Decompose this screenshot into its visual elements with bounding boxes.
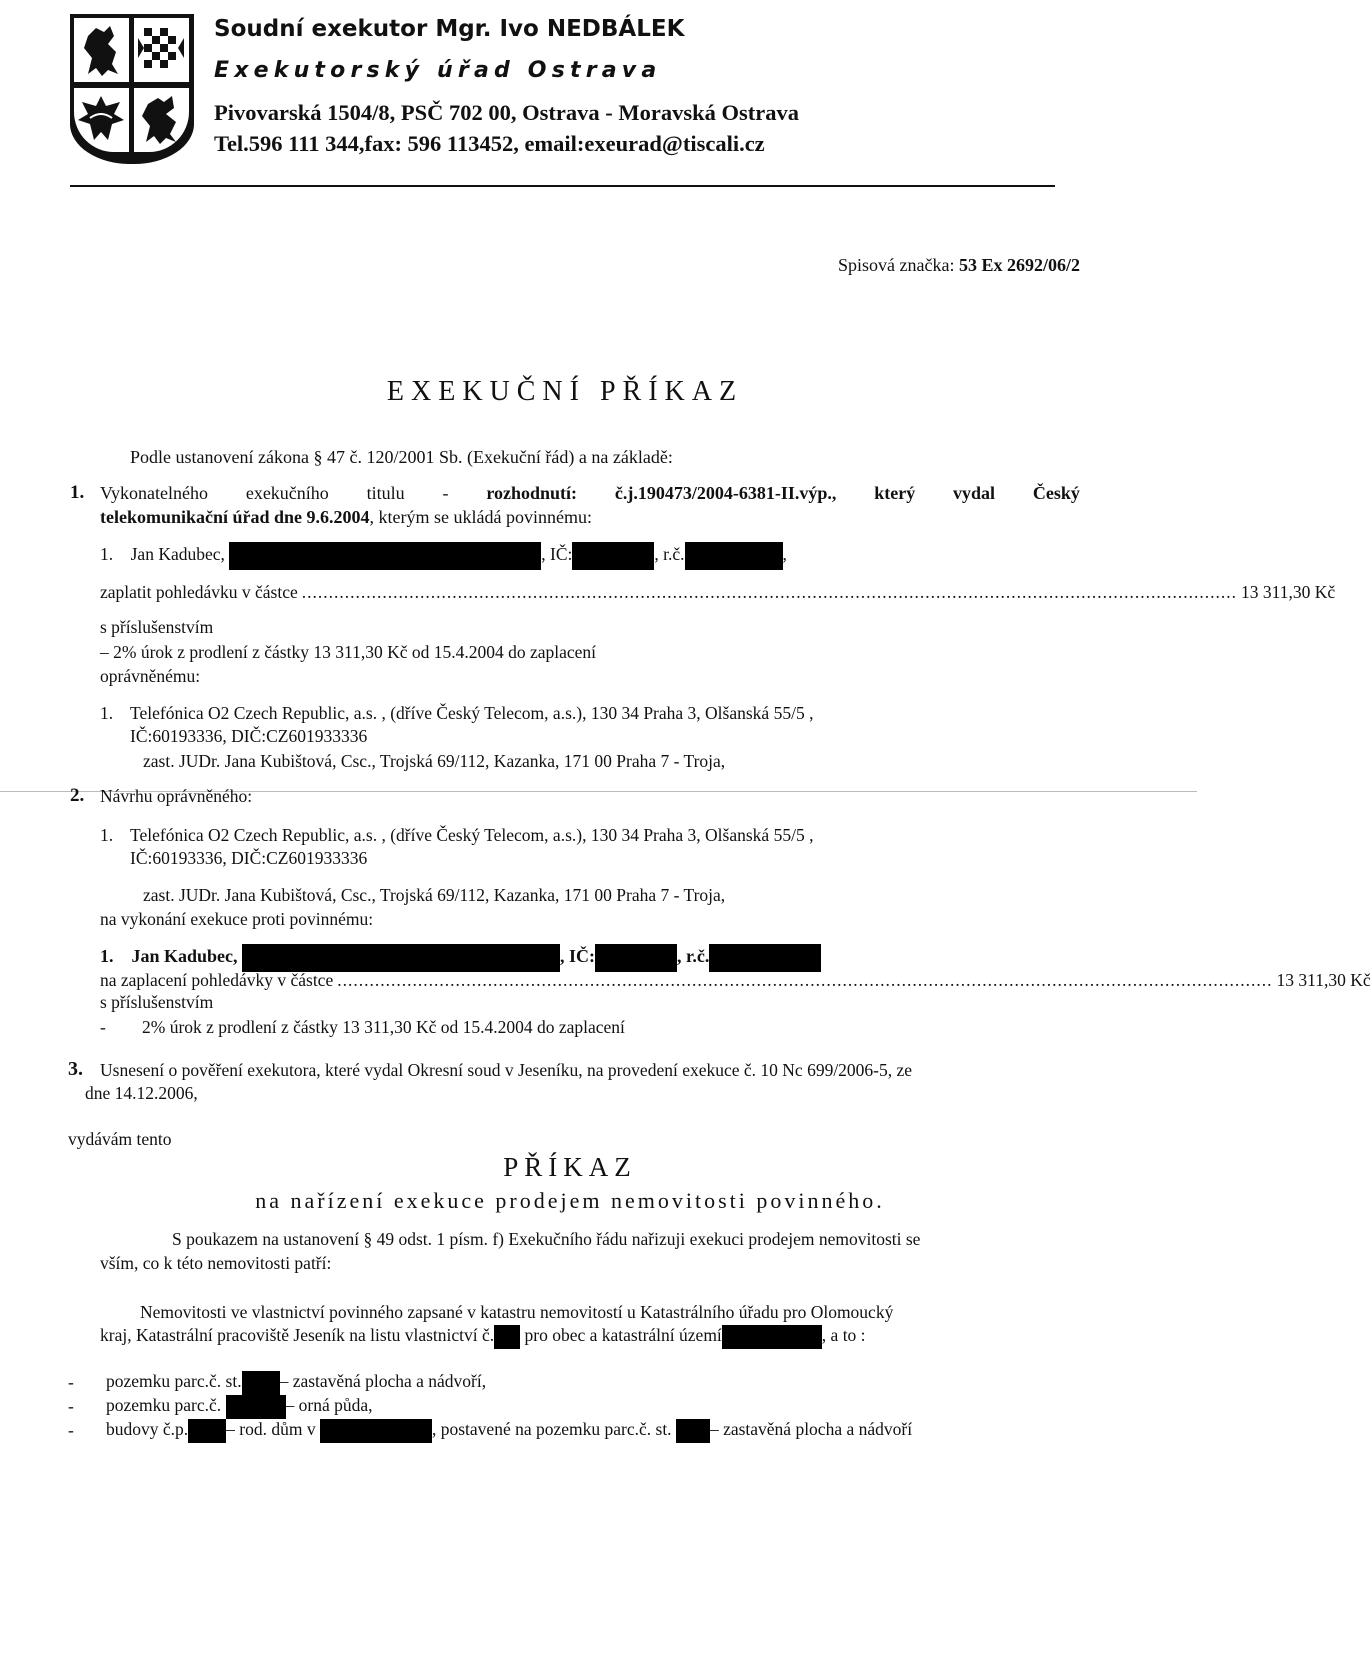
office-address: Pivovarská 1504/8, PSČ 702 00, Ostrava - Moravská Ostrava bbox=[214, 100, 799, 125]
s1-creditor-label: oprávněnému: bbox=[100, 666, 201, 686]
s1-word: vydal bbox=[953, 483, 996, 503]
section-2-number: 2. bbox=[70, 785, 85, 806]
item-3-text-c: , postavené na pozemku parc.č. st. bbox=[431, 1419, 672, 1440]
item-2-text-b: – orná půda, bbox=[285, 1395, 373, 1416]
silesian-eagle-icon bbox=[74, 88, 129, 152]
s2-debtor-name: Jan Kadubec, bbox=[131, 946, 238, 967]
s2-interest-dash: - bbox=[100, 1017, 106, 1037]
s2-debtor-line bbox=[100, 944, 821, 972]
file-reference bbox=[838, 255, 1080, 276]
s1-debtor-number: 1. bbox=[100, 544, 114, 565]
redaction-block bbox=[685, 542, 783, 570]
order-p2-line1: Nemovitosti ve vlastnictví povinného zapsané v katastru nemovitostí u Katastrálního úřadu pro Olomoucký bbox=[140, 1302, 894, 1322]
item-3 bbox=[106, 1419, 912, 1443]
s1-interest: – 2% úrok z prodlení z částky 13 311,30 Kč od 15.4.2004 do zaplacení bbox=[100, 642, 597, 662]
s2-creditor-line1: Telefónica O2 Czech Republic, a.s. , (dříve Český Telecom, a.s.), 130 34 Praha 3, Olšanská 55/5 , bbox=[130, 825, 814, 845]
order-p2-line2 bbox=[100, 1325, 866, 1349]
s2-rc-label: , r.č. bbox=[677, 946, 710, 967]
item-1 bbox=[106, 1371, 486, 1395]
s1-debtor-line bbox=[100, 542, 787, 570]
office-name: Exekutorský úřad Ostrava bbox=[214, 58, 662, 83]
s1-comma: , bbox=[782, 544, 787, 565]
section-1-line2 bbox=[100, 507, 592, 528]
s1-pay-label: zaplatit pohledávku v částce bbox=[100, 582, 298, 602]
s2-amount-line: na zaplacení pohledávky v částce .............................................................................................................................................................................. 13 311,30 Kč bbox=[100, 970, 1371, 990]
bohemian-lion-icon bbox=[74, 18, 129, 82]
s1-word: rozhodnutí: bbox=[486, 483, 578, 503]
redaction-block bbox=[229, 542, 541, 570]
s1-word: exekučního bbox=[245, 483, 329, 503]
s3-line1: Usnesení o pověření exekutora, které vydal Okresní soud v Jeseníku, na provedení exekuce č. 10 Nc 699/2006-5, ze bbox=[100, 1060, 913, 1080]
section-1-line1 bbox=[100, 483, 1080, 504]
item-3-text-b: – rod. dům v bbox=[226, 1419, 316, 1440]
s1-line2-rest: , kterým se ukládá povinnému: bbox=[369, 507, 592, 527]
item-3-text-a: budovy č.p. bbox=[106, 1419, 189, 1440]
redaction-block bbox=[709, 944, 821, 972]
item-2 bbox=[106, 1395, 373, 1419]
s1-amount-line: zaplatit pohledávku v částce .............................................................................................................................................................................. 13 311,30 Kč bbox=[100, 582, 1336, 602]
item-3-bullet: - bbox=[68, 1420, 74, 1440]
item-2-bullet: - bbox=[68, 1396, 74, 1416]
file-reference-label: Spisová značka: bbox=[838, 255, 955, 275]
office-contact: Tel.596 111 344,fax: 596 113452, email:exeurad@tiscali.cz bbox=[214, 131, 765, 156]
coat-of-arms-logo bbox=[70, 14, 194, 164]
moravian-eagle-icon bbox=[134, 18, 189, 82]
s2-creditor-number: 1. bbox=[100, 825, 114, 845]
s2-interest: 2% úrok z prodlení z částky 13 311,30 Kč od 15.4.2004 do zaplacení bbox=[142, 1017, 625, 1037]
item-3-text-d: – zastavěná plocha a nádvoří bbox=[709, 1419, 913, 1440]
s2-ic-label: , IČ: bbox=[560, 946, 596, 967]
section-1-number: 1. bbox=[70, 482, 85, 503]
section-2-label: Návrhu oprávněného: bbox=[100, 786, 253, 806]
file-reference-value: 53 Ex 2692/06/2 bbox=[958, 255, 1080, 275]
s2-pay-label: na zaplacení pohledávky v částce bbox=[100, 970, 334, 990]
s1-amount: 13 311,30 Kč bbox=[1241, 582, 1336, 602]
item-1-text-b: – zastavěná plocha a nádvoří, bbox=[279, 1371, 487, 1392]
redaction-block bbox=[226, 1395, 286, 1419]
redaction-block bbox=[676, 1419, 710, 1443]
document-title: EXEKUČNÍ PŘÍKAZ bbox=[386, 376, 744, 407]
order-p2-text-a: kraj, Katastrální pracoviště Jeseník na listu vlastnictví č. bbox=[100, 1325, 495, 1346]
redaction-block bbox=[242, 1371, 280, 1395]
redaction-block bbox=[320, 1419, 432, 1443]
s1-word: titulu bbox=[366, 483, 405, 503]
executor-name: Soudní exekutor Mgr. Ivo NEDBÁLEK bbox=[214, 16, 685, 42]
redaction-block bbox=[188, 1419, 226, 1443]
s1-word: Vykonatelného bbox=[100, 483, 208, 503]
s2-creditor-line2: IČ:60193336, DIČ:CZ601933336 bbox=[130, 848, 368, 868]
section-3-number: 3. bbox=[68, 1058, 83, 1080]
item-1-bullet: - bbox=[68, 1372, 74, 1392]
s1-word: který bbox=[874, 483, 916, 503]
s1-rc-label: , r.č. bbox=[654, 544, 685, 565]
s1-debtor-name: Jan Kadubec, bbox=[130, 544, 225, 565]
order-p1-line2: vším, co k této nemovitosti patří: bbox=[100, 1253, 332, 1273]
s2-debtor-number: 1. bbox=[100, 946, 114, 967]
s1-creditor-line2: IČ:60193336, DIČ:CZ601933336 bbox=[130, 726, 368, 746]
s2-amount: 13 311,30 Kč bbox=[1276, 970, 1371, 990]
decision-reference: č.j.190473/2004-6381-II.výp., bbox=[614, 483, 837, 503]
lion-icon-2 bbox=[134, 88, 189, 152]
redaction-block bbox=[722, 1325, 822, 1349]
s1-word: - bbox=[442, 483, 449, 503]
item-2-text-a: pozemku parc.č. bbox=[106, 1395, 222, 1416]
s1-creditor-line1: Telefónica O2 Czech Republic, a.s. , (dříve Český Telecom, a.s.), 130 34 Praha 3, Olšanská 55/5 , bbox=[130, 703, 814, 723]
order-p1-line1: S poukazem na ustanovení § 49 odst. 1 písm. f) Exekučního řádu nařizuji exekuci prodejem nemovitosti se bbox=[172, 1229, 921, 1249]
redaction-block bbox=[242, 944, 560, 972]
s2-creditor-line3: zast. JUDr. Jana Kubištová, Csc., Trojská 69/112, Kazanka, 171 00 Praha 7 - Troja, bbox=[143, 885, 726, 905]
s2-against: na vykonání exekuce proti povinnému: bbox=[100, 909, 374, 929]
order-subtitle: na nařízení exekuce prodejem nemovitosti povinného. bbox=[255, 1188, 885, 1213]
redaction-block bbox=[572, 542, 654, 570]
issuing-authority: telekomunikační úřad dne 9.6.2004 bbox=[100, 507, 370, 527]
s1-word: Český bbox=[1032, 483, 1080, 503]
s3-line2: dne 14.12.2006, bbox=[85, 1083, 198, 1103]
intro-text: Podle ustanovení zákona § 47 č. 120/2001 Sb. (Exekuční řád) a na základě: bbox=[130, 447, 673, 467]
order-title: PŘÍKAZ bbox=[503, 1152, 637, 1182]
s1-creditor-number: 1. bbox=[100, 703, 114, 723]
header-divider bbox=[70, 185, 1055, 187]
order-p2-text-b: pro obec a katastrální území bbox=[524, 1325, 722, 1346]
redaction-block bbox=[595, 944, 677, 972]
s2-accessories: s příslušenstvím bbox=[100, 992, 214, 1012]
issue-text: vydávám tento bbox=[68, 1129, 172, 1149]
redaction-block bbox=[494, 1325, 520, 1349]
item-1-text-a: pozemku parc.č. st. bbox=[106, 1371, 242, 1392]
s1-creditor-line3: zast. JUDr. Jana Kubištová, Csc., Trojská 69/112, Kazanka, 171 00 Praha 7 - Troja, bbox=[143, 751, 726, 771]
s1-ic-label: , IČ: bbox=[541, 544, 573, 565]
order-p2-text-c: , a to : bbox=[821, 1325, 866, 1346]
s1-accessories: s příslušenstvím bbox=[100, 617, 214, 637]
